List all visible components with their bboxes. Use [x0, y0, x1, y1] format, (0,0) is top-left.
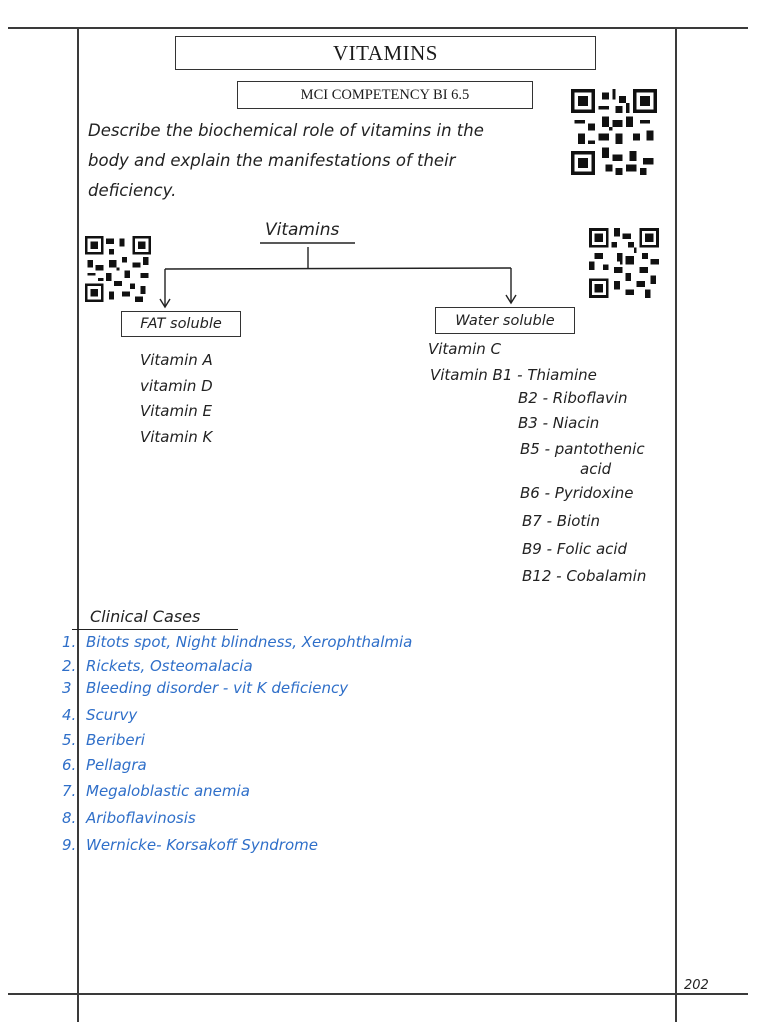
case-number: 2.	[62, 657, 77, 675]
clinical-case-item	[62, 679, 348, 697]
water-vitamin-item: Vitamin C	[428, 340, 502, 358]
water-vitamin-item: B5 - pantothenic	[520, 440, 645, 458]
page-title: VITAMINS	[175, 36, 596, 70]
case-text: Bitots spot, Night blindness, Xerophthalmia	[86, 633, 413, 651]
fat-soluble-list	[140, 348, 213, 450]
clinical-case-item	[62, 756, 147, 774]
fat-soluble-label: FAT soluble	[121, 311, 241, 337]
fat-vitamin-item: Vitamin K	[140, 427, 213, 446]
case-number: 9.	[62, 836, 77, 854]
fat-vitamin-item: vitamin D	[140, 376, 213, 395]
clinical-case-item	[62, 706, 137, 724]
case-text: Scurvy	[86, 706, 138, 724]
case-number: 1.	[62, 633, 77, 651]
water-vitamin-item: B6 - Pyridoxine	[520, 484, 634, 502]
water-vitamin-item: Vitamin B1 - Thiamine	[430, 366, 597, 384]
water-vitamin-item: B9 - Folic acid	[522, 540, 628, 558]
clinical-case-item	[62, 633, 412, 651]
water-vitamin-item: B7 - Biotin	[522, 512, 600, 530]
case-text: Wernicke- Korsakoff Syndrome	[86, 836, 318, 854]
case-text: Ariboflavinosis	[86, 809, 196, 827]
case-number: 4.	[62, 706, 77, 724]
case-number: 8.	[62, 809, 77, 827]
water-soluble-label: Water soluble	[435, 307, 575, 334]
case-text: Pellagra	[86, 756, 147, 774]
competency-label: MCI COMPETENCY BI 6.5	[237, 81, 533, 109]
case-text: Bleeding disorder - vit K deficiency	[86, 679, 349, 697]
task-line: deficiency.	[88, 181, 177, 200]
case-text: Rickets, Osteomalacia	[86, 657, 253, 675]
page-number: 202	[684, 978, 709, 993]
clinical-cases-underline	[72, 629, 238, 630]
water-vitamin-item: B2 - Riboflavin	[518, 389, 628, 407]
water-vitamin-item: B12 - Cobalamin	[522, 567, 647, 585]
case-text: Beriberi	[86, 731, 145, 749]
clinical-case-item	[62, 731, 145, 749]
water-vitamin-item: acid	[580, 460, 612, 478]
clinical-case-item	[62, 836, 318, 854]
case-number: 5.	[62, 731, 77, 749]
task-line: Describe the biochemical role of vitamins in the	[88, 121, 484, 140]
water-vitamin-item: B3 - Niacin	[518, 414, 600, 432]
fat-vitamin-item: Vitamin A	[140, 351, 213, 369]
case-number: 3	[62, 679, 72, 697]
clinical-case-item	[62, 657, 253, 675]
case-number: 6.	[62, 756, 77, 774]
case-number: 7.	[62, 782, 77, 800]
diagram-root-label: Vitamins	[265, 220, 340, 240]
fat-vitamin-item: Vitamin E	[140, 402, 213, 420]
clinical-case-item	[62, 782, 250, 800]
case-text: Megaloblastic anemia	[86, 782, 250, 800]
task-line: body and explain the manifestations of their	[88, 151, 456, 170]
clinical-cases-heading: Clinical Cases	[90, 607, 201, 626]
clinical-case-item	[62, 809, 196, 827]
